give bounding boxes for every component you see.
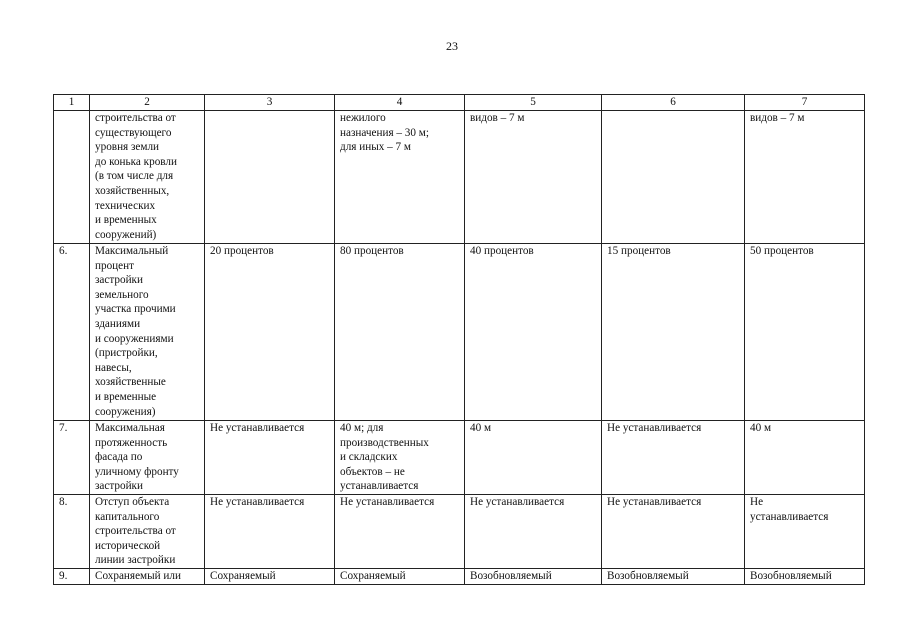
value-cell-col6: [602, 568, 745, 584]
table-row-7: [54, 421, 865, 495]
column-header-5: 5: [465, 95, 602, 111]
row-number: 7.: [54, 421, 90, 495]
value-text: Возобновляемый: [750, 569, 832, 582]
value-cell-col7: [745, 421, 865, 495]
parameter-text: строительства от существующего уровня земли до конька кровли (в том числе для хозяйственных, технических и временных сооружений): [95, 112, 177, 241]
parameter-text: Максимальная протяженность фасада по уличному фронту застройки: [95, 422, 179, 493]
value-text: Не устанавливается: [750, 495, 829, 523]
regulations-table: [53, 94, 865, 585]
parameter-cell: [90, 494, 205, 568]
value-cell-col3: [205, 421, 335, 495]
value-text: Не устанавливается: [607, 422, 702, 434]
table-row-6: [54, 244, 865, 421]
value-cell-col7: [745, 568, 865, 584]
column-header-1: 1: [54, 95, 90, 111]
value-text: Не устанавливается: [210, 422, 305, 434]
value-text: 40 процентов: [470, 245, 534, 257]
parameter-cell: [90, 244, 205, 421]
value-cell-col3: [205, 568, 335, 584]
value-cell-col4: [335, 111, 465, 244]
row-number: 8.: [54, 494, 90, 568]
column-header-4: 4: [335, 95, 465, 111]
value-cell-col4: [335, 421, 465, 495]
value-cell-col4: [335, 568, 465, 584]
row-number: 9.: [54, 568, 90, 584]
row-number: [54, 111, 90, 244]
value-text: Возобновляемый: [470, 569, 552, 582]
value-text: Не устанавливается: [607, 495, 702, 508]
value-cell-col3: [205, 244, 335, 421]
table-row-9: [54, 568, 865, 584]
value-text: 80 процентов: [340, 245, 404, 257]
parameter-cell: [90, 568, 205, 584]
value-text: Сохраняемый: [210, 569, 276, 582]
value-cell-col4: [335, 494, 465, 568]
value-cell-col6: [602, 244, 745, 421]
value-text: 15 процентов: [607, 245, 671, 257]
parameter-text: Максимальный процент застройки земельного участка прочими зданиями и сооружениями (пристройки, навесы, хозяйственные и временные сооружения): [95, 245, 176, 418]
column-header-2: 2: [90, 95, 205, 111]
value-text: 40 м: [750, 422, 772, 434]
value-text: 20 процентов: [210, 245, 274, 257]
table-row-continuation: [54, 111, 865, 244]
parameter-cell: [90, 111, 205, 244]
value-cell-col5: [465, 244, 602, 421]
row-number: 6.: [54, 244, 90, 421]
column-header-3: 3: [205, 95, 335, 111]
value-text: Возобновляемый: [607, 569, 689, 582]
value-text: Сохраняемый: [340, 569, 406, 582]
value-cell-col3: [205, 111, 335, 244]
value-cell-col5: [465, 568, 602, 584]
value-text: Не устанавливается: [210, 495, 305, 508]
value-cell-col6: [602, 421, 745, 495]
value-cell-col5: [465, 111, 602, 244]
value-cell-col6: [602, 494, 745, 568]
parameter-cell: [90, 421, 205, 495]
value-cell-col4: [335, 244, 465, 421]
value-text: 40 м: [470, 422, 492, 434]
column-header-7: 7: [745, 95, 865, 111]
value-text: Не устанавливается: [340, 495, 435, 508]
value-text: Не устанавливается: [470, 495, 565, 508]
value-text: видов – 7 м: [750, 112, 805, 124]
value-text: 50 процентов: [750, 245, 814, 257]
parameter-text: Сохраняемый или: [95, 569, 181, 582]
value-cell-col7: [745, 494, 865, 568]
value-cell-col7: [745, 111, 865, 244]
value-cell-col7: [745, 244, 865, 421]
parameter-text: Отступ объекта капитального строительства от исторической линии застройки: [95, 495, 176, 567]
value-text: видов – 7 м: [470, 112, 525, 124]
value-cell-col5: [465, 421, 602, 495]
value-cell-col5: [465, 494, 602, 568]
value-text: нежилого назначения – 30 м; для иных – 7 м: [340, 112, 429, 154]
value-cell-col3: [205, 494, 335, 568]
value-text: 40 м; для производственных и складских объектов – не устанавливается: [340, 422, 429, 493]
header-row: [54, 95, 865, 111]
table-row-8: [54, 494, 865, 568]
page-number: 23: [446, 39, 458, 53]
value-cell-col6: [602, 111, 745, 244]
column-header-6: 6: [602, 95, 745, 111]
